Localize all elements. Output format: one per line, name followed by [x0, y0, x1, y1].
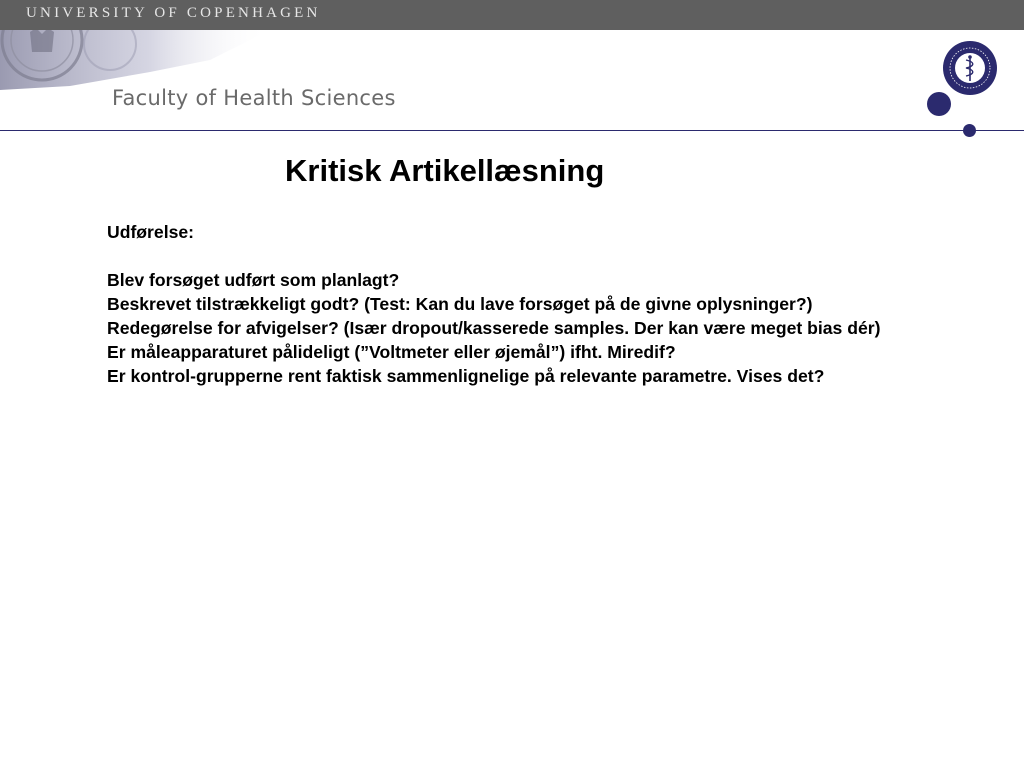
- faculty-name: Faculty of Health Sciences: [112, 86, 396, 110]
- decorative-dot-small: [963, 124, 976, 137]
- header-divider: [0, 130, 1024, 131]
- checklist-line: Beskrevet tilstrækkeligt godt? (Test: Kan du lave forsøget på de givne oplysninger?): [107, 294, 813, 314]
- medical-faculty-emblem-icon: [942, 40, 998, 96]
- checklist-line: Er kontrol-grupperne rent faktisk sammenlignelige på relevante parametre. Vises det?: [107, 366, 825, 386]
- university-seal-icon: [0, 30, 280, 90]
- university-name: UNIVERSITY OF COPENHAGEN: [26, 5, 321, 21]
- top-bar: [0, 0, 1024, 30]
- slide-body: [107, 220, 917, 388]
- checklist-line: Er måleapparaturet pålideligt (”Voltmeter eller øjemål”) ifht. Miredif?: [107, 342, 676, 362]
- checklist-line: Blev forsøget udført som planlagt?: [107, 270, 400, 290]
- slide-title: Kritisk Artikellæsning: [285, 153, 605, 188]
- checklist-line: Redegørelse for afvigelser? (Især dropout/kasserede samples. Der kan være meget bias dér): [107, 318, 881, 338]
- decorative-dot-large: [927, 92, 951, 116]
- section-label: Udførelse:: [107, 222, 195, 242]
